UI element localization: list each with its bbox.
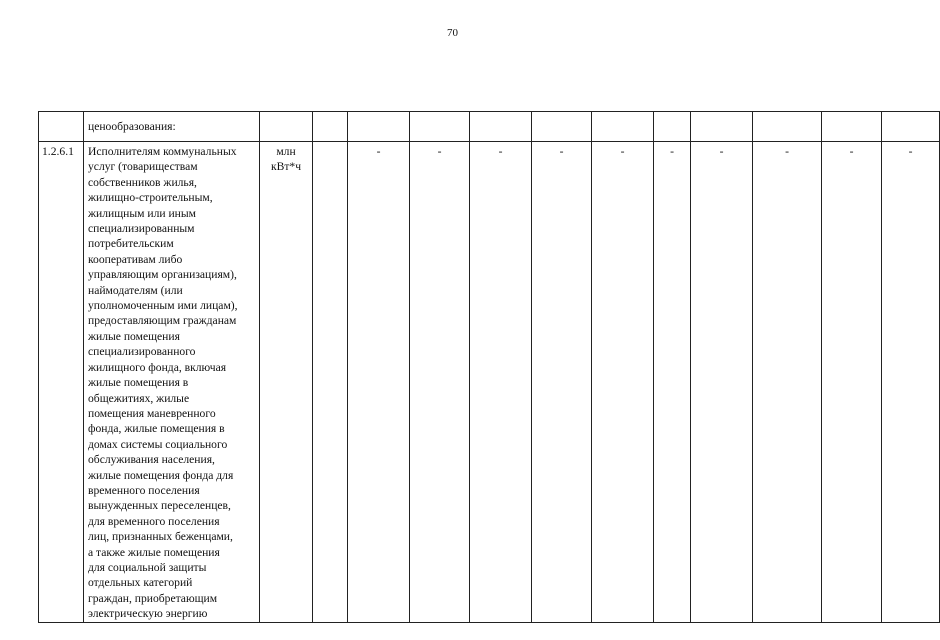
value-cell: - xyxy=(348,142,410,623)
description-line: жилищным или иным xyxy=(88,206,196,220)
value-cell: - xyxy=(592,142,654,623)
description-line: потребительским xyxy=(88,237,174,251)
row-code-cell xyxy=(39,112,84,142)
value-cell xyxy=(822,112,882,142)
description-line: домах системы социального xyxy=(88,437,228,451)
description-line: услуг (товариществам xyxy=(88,160,198,174)
description-line: вынужденных переселенцев, xyxy=(88,499,231,513)
description-line: лиц, признанных беженцами, xyxy=(88,530,233,544)
unit-cell xyxy=(260,112,313,142)
value-cell xyxy=(470,112,532,142)
description-line: специализированным xyxy=(88,222,195,236)
value-cell: - xyxy=(822,142,882,623)
value-cell: - xyxy=(532,142,592,623)
value-cell: - xyxy=(753,142,822,623)
description-line: общежитиях, жилые xyxy=(88,391,190,405)
value-cell xyxy=(882,112,940,142)
value-cell xyxy=(691,112,753,142)
description-line: отдельных категорий xyxy=(88,576,193,590)
value-cell xyxy=(753,112,822,142)
description-line: временного поселения xyxy=(88,483,200,497)
value-cell xyxy=(348,112,410,142)
description-line: фонда, жилые помещения в xyxy=(88,422,225,436)
description-line: жилищно-строительным, xyxy=(88,191,213,205)
description-line: электрическую энергию xyxy=(88,607,208,621)
description-line: жилые помещения в xyxy=(88,376,189,390)
description-line: граждан, приобретающим xyxy=(88,591,218,605)
description-line: а также жилые помещения xyxy=(88,545,220,559)
value-cell xyxy=(654,112,691,142)
value-cell xyxy=(532,112,592,142)
value-cell: - xyxy=(410,142,470,623)
table-row-1-2-6-1 xyxy=(39,142,940,623)
description-line: предоставляющим гражданам xyxy=(88,314,237,328)
description-line: жилищного фонда, включая xyxy=(88,360,227,374)
value-cell xyxy=(313,112,348,142)
unit-cell xyxy=(260,142,313,623)
description-line: специализированного xyxy=(88,345,196,359)
description-line: Исполнителям коммунальных xyxy=(88,145,237,158)
value-cell: - xyxy=(654,142,691,623)
description-line: для временного поселения xyxy=(88,514,220,528)
description-line: собственников жилья, xyxy=(88,175,197,189)
row-code-cell: 1.2.6.1 xyxy=(39,142,84,623)
description-line: наймодателям (или xyxy=(88,283,183,297)
description-line: кооперативам либо xyxy=(88,252,183,266)
data-table xyxy=(38,111,940,623)
table-row-continuation xyxy=(39,112,940,142)
description-line: для социальной защиты xyxy=(88,560,207,574)
row-description-cell xyxy=(84,142,260,623)
value-cell: - xyxy=(691,142,753,623)
description-line: помещения маневренного xyxy=(88,406,216,420)
value-cell xyxy=(313,142,348,623)
description-line: обслуживания населения, xyxy=(88,453,215,467)
page-number: 70 xyxy=(447,27,458,39)
description-line: уполномоченным ими лицам), xyxy=(88,299,238,313)
description-line: жилые помещения xyxy=(88,329,180,343)
description-line: управляющим организациям), xyxy=(88,268,237,282)
value-cell: - xyxy=(470,142,532,623)
row-description-cell: ценообразования: xyxy=(84,112,260,142)
value-cell: - xyxy=(882,142,940,623)
unit-line: млн xyxy=(276,145,296,158)
description-line: жилые помещения фонда для xyxy=(88,468,234,482)
unit-line: кВт*ч xyxy=(270,160,302,174)
value-cell xyxy=(410,112,470,142)
value-cell xyxy=(592,112,654,142)
